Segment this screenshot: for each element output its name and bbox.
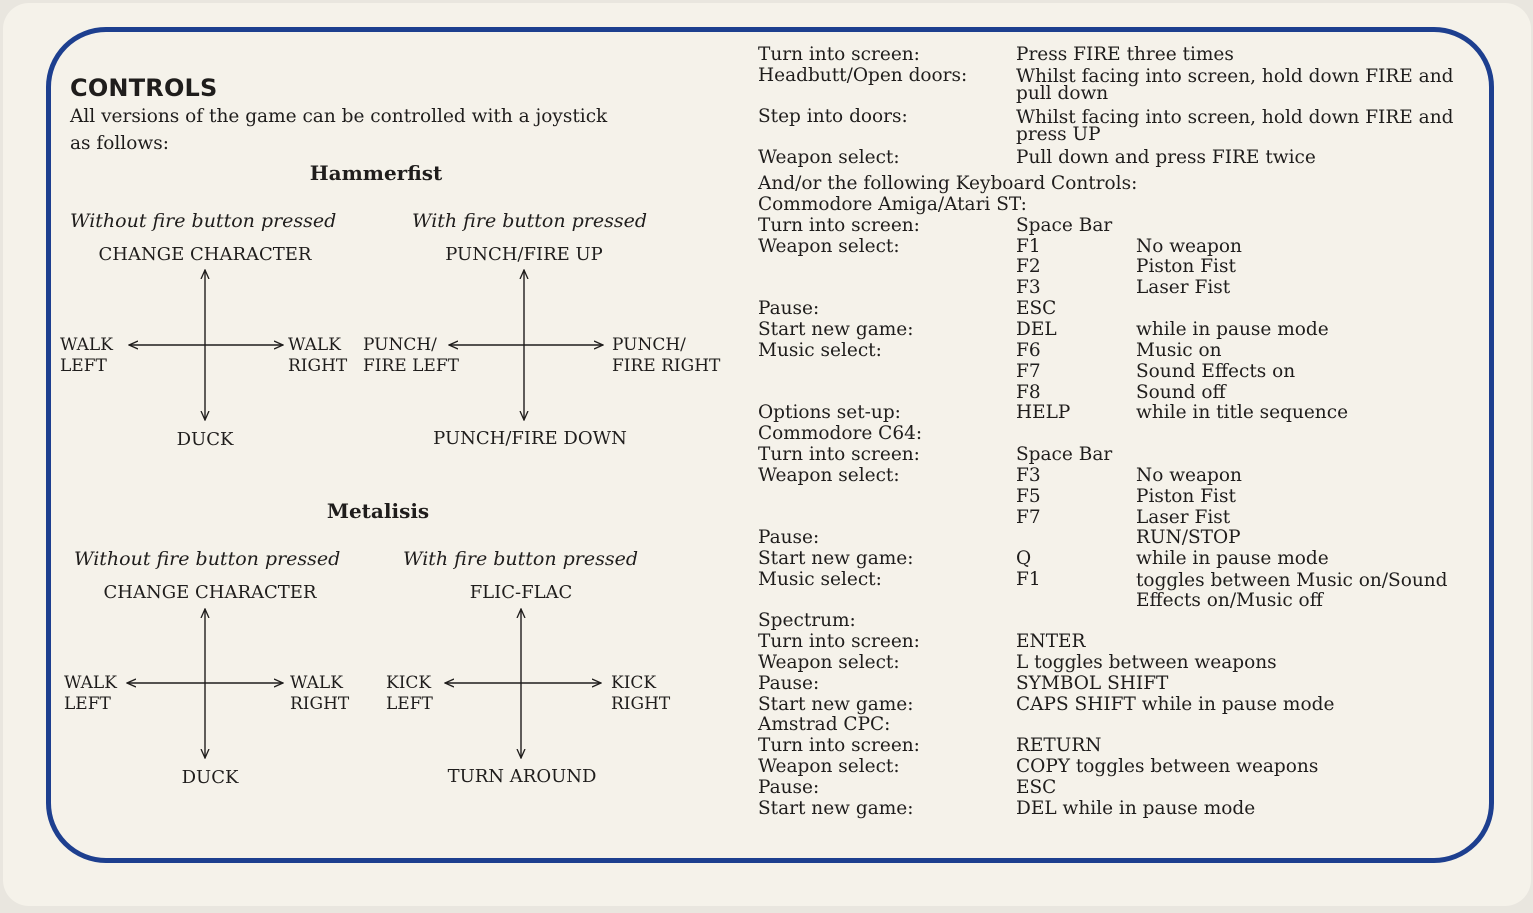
amiga-f7-desc: Sound Effects on	[1136, 361, 1296, 382]
hammerfist-with-cross	[449, 270, 603, 420]
intro-line-2: as follows:	[70, 133, 169, 154]
joy-turn-value: Press FIRE three times	[1016, 44, 1234, 65]
mt-without-right: WALK RIGHT	[290, 673, 350, 714]
c64-music-label: Music select:	[758, 569, 882, 590]
mt-without-up: CHANGE CHARACTER	[103, 582, 317, 603]
intro-line-1: All versions of the game can be controlled with a joystick	[70, 106, 608, 127]
hammerfist-title: Hammerfist	[309, 161, 443, 185]
amiga-f2: F2	[1016, 256, 1041, 277]
amstrad-start-value: DEL while in pause mode	[1016, 798, 1256, 819]
c64-pause-key: RUN/STOP	[1136, 527, 1241, 548]
amiga-heading: Commodore Amiga/Atari ST:	[758, 194, 1027, 215]
spectrum-turn-label: Turn into screen:	[758, 631, 920, 652]
hf-with-right: PUNCH/ FIRE RIGHT	[612, 335, 721, 376]
amiga-start-desc: while in pause mode	[1136, 319, 1329, 340]
controls-title: CONTROLS	[70, 74, 218, 102]
amiga-weapon-label: Weapon select:	[758, 236, 900, 257]
joy-step-label: Step into doors:	[758, 106, 908, 127]
amiga-f1-desc: No weapon	[1136, 236, 1242, 257]
c64-start-desc: while in pause mode	[1136, 548, 1329, 569]
mt-with-down: TURN AROUND	[447, 766, 597, 787]
hf-without-right: WALK RIGHT	[288, 335, 348, 376]
hammerfist-without-cross	[129, 270, 283, 420]
hf-without-left: WALK LEFT	[60, 335, 113, 376]
c64-start-key: Q	[1016, 548, 1032, 569]
c64-f7: F7	[1016, 507, 1041, 528]
hf-with-left: PUNCH/ FIRE LEFT	[363, 335, 459, 376]
joy-head-value: Whilst facing into screen, hold down FIRE and pull down	[1016, 66, 1454, 104]
hf-without-up: CHANGE CHARACTER	[98, 244, 312, 265]
instruction-card	[3, 3, 1531, 906]
c64-f3: F3	[1016, 465, 1041, 486]
amiga-pause-key: ESC	[1016, 298, 1057, 319]
joy-step-value: Whilst facing into screen, hold down FIRE and press UP	[1016, 107, 1454, 145]
spectrum-weapon-label: Weapon select:	[758, 652, 900, 673]
amiga-turn-key: Space Bar	[1016, 215, 1113, 236]
c64-music-key: F1	[1016, 569, 1041, 590]
spectrum-pause-value: SYMBOL SHIFT	[1016, 673, 1169, 694]
amiga-music-label: Music select:	[758, 340, 882, 361]
amiga-f8-desc: Sound off	[1136, 382, 1226, 403]
joy-turn-label: Turn into screen:	[758, 44, 920, 65]
c64-turn-label: Turn into screen:	[758, 444, 920, 465]
amiga-f8: F8	[1016, 382, 1041, 403]
c64-f7-desc: Laser Fist	[1136, 507, 1231, 528]
amstrad-weapon-value: COPY toggles between weapons	[1016, 756, 1319, 777]
amiga-f6: F6	[1016, 340, 1041, 361]
joy-weapon-value: Pull down and press FIRE twice	[1016, 147, 1316, 168]
amiga-options-desc: while in title sequence	[1136, 402, 1349, 423]
spectrum-start-label: Start new game:	[758, 694, 914, 715]
keyboard-intro: And/or the following Keyboard Controls:	[758, 173, 1138, 194]
metalisis-with-cross	[445, 609, 601, 758]
joy-head-label: Headbutt/Open doors:	[758, 65, 968, 86]
hf-without-down: DUCK	[176, 429, 234, 450]
mt-with-up: FLIC-FLAC	[469, 582, 573, 603]
amiga-options-label: Options set-up:	[758, 402, 901, 423]
amstrad-start-label: Start new game:	[758, 798, 914, 819]
amiga-f6-desc: Music on	[1136, 340, 1222, 361]
mt-with-right: KICK RIGHT	[611, 673, 671, 714]
c64-start-label: Start new game:	[758, 548, 914, 569]
c64-heading: Commodore C64:	[758, 423, 923, 444]
amiga-f2-desc: Piston Fist	[1136, 256, 1236, 277]
amstrad-pause-value: ESC	[1016, 777, 1057, 798]
hammerfist-without-caption: Without fire button pressed	[70, 210, 337, 232]
amiga-options-key: HELP	[1016, 402, 1071, 423]
c64-f3-desc: No weapon	[1136, 465, 1242, 486]
amstrad-pause-label: Pause:	[758, 777, 820, 798]
spectrum-turn-value: ENTER	[1016, 631, 1086, 652]
spectrum-start-value: CAPS SHIFT while in pause mode	[1016, 694, 1335, 715]
metalisis-title: Metalisis	[326, 499, 430, 523]
mt-without-left: WALK LEFT	[64, 673, 117, 714]
metalisis-without-caption: Without fire button pressed	[74, 548, 341, 570]
c64-pause-label: Pause:	[758, 527, 820, 548]
amiga-turn-label: Turn into screen:	[758, 215, 920, 236]
amstrad-weapon-label: Weapon select:	[758, 756, 900, 777]
amstrad-turn-label: Turn into screen:	[758, 735, 920, 756]
c64-f5: F5	[1016, 486, 1041, 507]
joy-weapon-label: Weapon select:	[758, 147, 900, 168]
c64-f5-desc: Piston Fist	[1136, 486, 1236, 507]
amstrad-turn-value: RETURN	[1016, 735, 1102, 756]
hammerfist-with-caption: With fire button pressed	[412, 210, 648, 232]
spectrum-pause-label: Pause:	[758, 673, 820, 694]
c64-music-desc: toggles between Music on/Sound Effects on/Music off	[1136, 570, 1448, 611]
amiga-start-label: Start new game:	[758, 319, 914, 340]
hf-with-up: PUNCH/FIRE UP	[445, 244, 603, 265]
spectrum-weapon-value: L toggles between weapons	[1016, 652, 1277, 673]
amstrad-heading: Amstrad CPC:	[758, 714, 891, 735]
mt-with-left: KICK LEFT	[386, 673, 433, 714]
amiga-start-key: DEL	[1016, 319, 1057, 340]
spectrum-heading: Spectrum:	[758, 610, 856, 631]
amiga-f7: F7	[1016, 361, 1041, 382]
amiga-f3: F3	[1016, 277, 1041, 298]
metalisis-without-cross	[127, 609, 283, 758]
c64-turn-key: Space Bar	[1016, 444, 1113, 465]
metalisis-with-caption: With fire button pressed	[403, 548, 639, 570]
amiga-pause-label: Pause:	[758, 298, 820, 319]
amiga-f1: F1	[1016, 236, 1041, 257]
hf-with-down: PUNCH/FIRE DOWN	[433, 428, 627, 449]
mt-without-down: DUCK	[181, 767, 239, 788]
amiga-f3-desc: Laser Fist	[1136, 277, 1231, 298]
c64-weapon-label: Weapon select:	[758, 465, 900, 486]
